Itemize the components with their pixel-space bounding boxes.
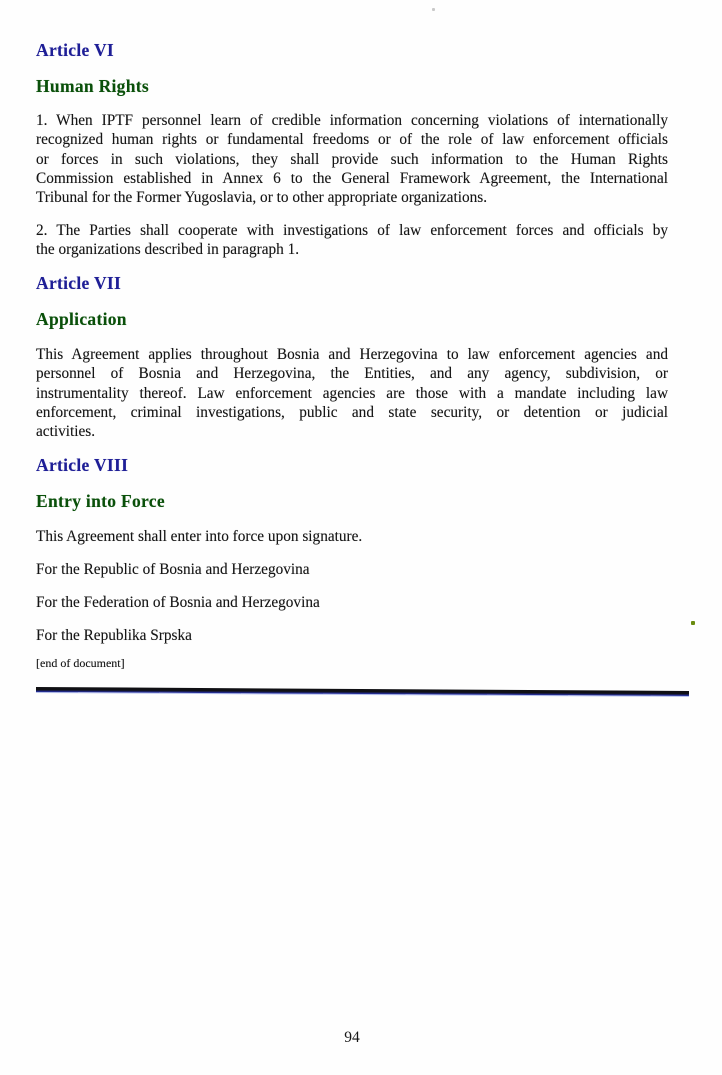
text-line: This Agreement applies throughout Bosnia and Herzegovina to law enforcement agencies and [36,346,668,363]
article-vi-paragraph-1 [36,111,668,207]
signatory-line-federation: For the Federation of Bosnia and Herzegovina [36,594,320,611]
text-line: the organizations described in paragraph 1. [36,241,300,259]
human-rights-heading: Human Rights [36,76,150,96]
text-line: 1. When IPTF personnel learn of credible information concerning violations of internationally [36,112,668,129]
text-line: or forces in such violations, they shall provide such information to the Human Rights [36,150,668,168]
entry-into-force-heading: Entry into Force [36,491,165,511]
article-viii-heading: Article VIII [36,455,129,475]
entry-into-force-text: This Agreement shall enter into force upon signature. [36,528,363,545]
application-heading: Application [36,309,127,329]
signatory-line-republika-srpska: For the Republika Srpska [36,627,192,644]
page-number: 94 [344,1029,360,1046]
end-of-document-note: [end of document] [36,656,125,670]
article-vii-heading: Article VII [36,273,122,293]
divider-rule [36,687,689,696]
text-line: 2. The Parties shall cooperate with investigations of law enforcement forces and officials by [36,222,668,239]
scan-artifact-dot-top [432,8,435,11]
text-line: Tribunal for the Former Yugoslavia, or to other appropriate organizations. [36,189,488,207]
text-line: instrumentality thereof. Law enforcement agencies are those with a mandate including law [36,384,668,402]
text-line: recognized human rights or fundamental freedoms or of the role of law enforcement officials [36,131,668,149]
text-line: enforcement, criminal investigations, public and state security, or detention or judicial [36,403,668,421]
signatory-line-republic: For the Republic of Bosnia and Herzegovina [36,561,310,578]
text-line: Commission established in Annex 6 to the General Framework Agreement, the International [36,169,668,187]
scan-artifact-dot-right [691,621,695,625]
article-vi-heading: Article VI [36,40,114,60]
text-line: activities. [36,423,96,441]
article-vi-paragraph-2 [36,221,668,260]
text-line: personnel of Bosnia and Herzegovina, the Entities, and any agency, subdivision, or [36,365,668,383]
article-vii-paragraph-1 [36,345,668,441]
